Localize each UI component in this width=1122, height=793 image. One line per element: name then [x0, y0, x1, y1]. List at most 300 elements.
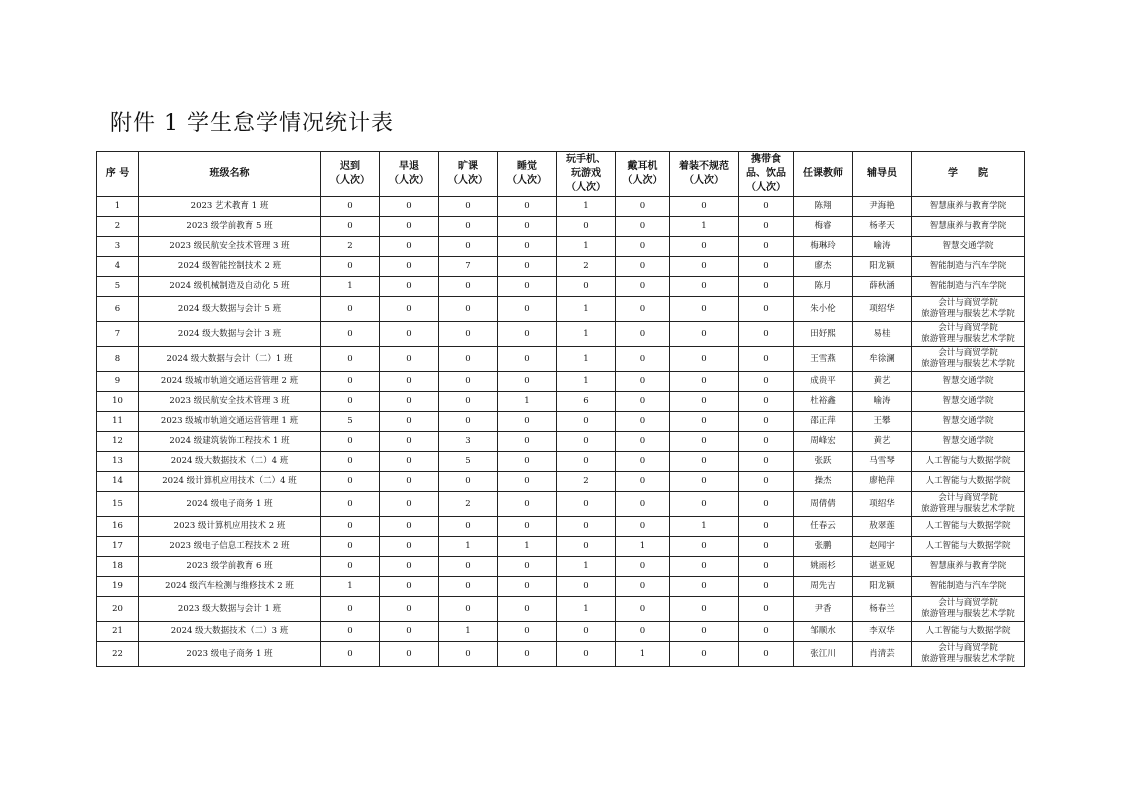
food-count: 0: [739, 472, 794, 492]
sleep-count: 0: [498, 472, 557, 492]
phone-count: 0: [557, 412, 616, 432]
food-count: 0: [739, 452, 794, 472]
header-label: 睡觉: [517, 161, 537, 172]
table-row: [97, 257, 1025, 277]
counselor-name: 杨孝天: [853, 217, 912, 237]
class-name: 2024 级汽车检测与维修技术 2 班: [139, 577, 321, 597]
late-count: 0: [321, 297, 380, 322]
early-leave-count: 0: [380, 217, 439, 237]
sleep-count: 1: [498, 537, 557, 557]
counselor-name: 易桂: [853, 322, 912, 347]
phone-count: 0: [557, 217, 616, 237]
class-name: 2023 级大数据与会计 1 班: [139, 597, 321, 622]
header-label: 辅导员: [867, 168, 897, 179]
dress-count: 0: [670, 347, 739, 372]
sleep-count: 0: [498, 597, 557, 622]
class-name: 2023 级城市轨道交通运营管理 1 班: [139, 412, 321, 432]
late-count: 0: [321, 452, 380, 472]
early-leave-count: 0: [380, 577, 439, 597]
teacher-name: 廖杰: [794, 257, 853, 277]
class-name: 2023 艺术教育 1 班: [139, 197, 321, 217]
phone-count: 0: [557, 517, 616, 537]
header-label: 携带食: [751, 154, 781, 165]
food-count: 0: [739, 642, 794, 667]
counselor-name: 牟徐澜: [853, 347, 912, 372]
earphone-count: 0: [616, 392, 670, 412]
late-count: 0: [321, 392, 380, 412]
absent-count: 0: [439, 277, 498, 297]
table-row: [97, 557, 1025, 577]
dress-count: 0: [670, 197, 739, 217]
absent-count: 0: [439, 217, 498, 237]
header-label: （人次）: [507, 175, 547, 186]
food-count: 0: [739, 392, 794, 412]
phone-count: 0: [557, 642, 616, 667]
col-class-header: [139, 152, 321, 197]
dress-count: 0: [670, 412, 739, 432]
college-cell: [912, 432, 1025, 452]
college-name: 旅游管理与服装艺术学院: [921, 334, 1015, 344]
header-label: 早退: [399, 161, 419, 172]
absent-count: 5: [439, 452, 498, 472]
college-cell: [912, 322, 1025, 347]
row-number: 15: [97, 492, 139, 517]
college-name: 智慧康养与教育学院: [929, 561, 1007, 571]
dress-count: 0: [670, 237, 739, 257]
table-row: [97, 412, 1025, 432]
early-leave-count: 0: [380, 492, 439, 517]
early-leave-count: 0: [380, 392, 439, 412]
class-name: 2023 级民航安全技术管理 3 班: [139, 237, 321, 257]
dress-count: 0: [670, 622, 739, 642]
teacher-name: 张跃: [794, 452, 853, 472]
class-name: 2023 级电子信息工程技术 2 班: [139, 537, 321, 557]
sleep-count: 0: [498, 452, 557, 472]
earphone-count: 0: [616, 217, 670, 237]
counselor-name: 项绍华: [853, 297, 912, 322]
dress-count: 0: [670, 642, 739, 667]
page-title: 附件 1 学生怠学情况统计表: [110, 111, 394, 136]
phone-count: 0: [557, 537, 616, 557]
col-food-header: [739, 152, 794, 197]
college-cell: [912, 217, 1025, 237]
late-count: 0: [321, 557, 380, 577]
teacher-name: 成贵平: [794, 372, 853, 392]
absent-count: 0: [439, 297, 498, 322]
absent-count: 7: [439, 257, 498, 277]
earphone-count: 0: [616, 237, 670, 257]
late-count: 2: [321, 237, 380, 257]
col-late-header: [321, 152, 380, 197]
sleep-count: 0: [498, 492, 557, 517]
college-name: 人工智能与大数据学院: [925, 521, 1011, 531]
late-count: 0: [321, 517, 380, 537]
teacher-name: 任春云: [794, 517, 853, 537]
class-name: 2024 级大数据与会计（二）1 班: [139, 347, 321, 372]
late-count: 0: [321, 322, 380, 347]
sleep-count: 0: [498, 372, 557, 392]
header-label: 学 院: [948, 168, 988, 179]
late-count: 0: [321, 372, 380, 392]
food-count: 0: [739, 432, 794, 452]
phone-count: 1: [557, 297, 616, 322]
teacher-name: 朱小伦: [794, 297, 853, 322]
sleep-count: 0: [498, 277, 557, 297]
counselor-name: 敖翠莲: [853, 517, 912, 537]
college-name: 智能制造与汽车学院: [929, 261, 1007, 271]
dress-count: 0: [670, 597, 739, 622]
counselor-name: 阳龙颍: [853, 257, 912, 277]
college-cell: [912, 237, 1025, 257]
row-number: 19: [97, 577, 139, 597]
absent-count: 1: [439, 537, 498, 557]
teacher-name: 周倩倩: [794, 492, 853, 517]
late-count: 0: [321, 492, 380, 517]
sleep-count: 0: [498, 197, 557, 217]
dress-count: 0: [670, 322, 739, 347]
class-name: 2024 级大数据技术（二）3 班: [139, 622, 321, 642]
teacher-name: 陈翔: [794, 197, 853, 217]
sleep-count: 0: [498, 412, 557, 432]
row-number: 12: [97, 432, 139, 452]
header-label: 任课教师: [803, 168, 843, 179]
dress-count: 1: [670, 517, 739, 537]
early-leave-count: 0: [380, 412, 439, 432]
food-count: 0: [739, 217, 794, 237]
early-leave-count: 0: [380, 517, 439, 537]
row-number: 4: [97, 257, 139, 277]
college-name: 智慧交通学院: [942, 396, 994, 406]
col-dress-header: [670, 152, 739, 197]
table-row: [97, 217, 1025, 237]
col-early-header: [380, 152, 439, 197]
earphone-count: 0: [616, 577, 670, 597]
early-leave-count: 0: [380, 537, 439, 557]
late-count: 0: [321, 622, 380, 642]
counselor-name: 黄艺: [853, 432, 912, 452]
row-number: 20: [97, 597, 139, 622]
late-count: 1: [321, 577, 380, 597]
col-counselor-header: [853, 152, 912, 197]
college-name: 智慧交通学院: [942, 241, 994, 251]
row-number: 9: [97, 372, 139, 392]
early-leave-count: 0: [380, 372, 439, 392]
college-name: 会计与商贸学院: [938, 298, 998, 308]
sleep-count: 0: [498, 237, 557, 257]
absent-count: 0: [439, 347, 498, 372]
table-row: [97, 392, 1025, 412]
phone-count: 1: [557, 372, 616, 392]
row-number: 22: [97, 642, 139, 667]
row-number: 2: [97, 217, 139, 237]
absent-count: 0: [439, 372, 498, 392]
dress-count: 0: [670, 472, 739, 492]
row-number: 8: [97, 347, 139, 372]
col-no-header: [97, 152, 139, 197]
teacher-name: 梅琳玲: [794, 237, 853, 257]
class-name: 2024 级大数据技术（二）4 班: [139, 452, 321, 472]
college-cell: [912, 622, 1025, 642]
teacher-name: 陈月: [794, 277, 853, 297]
absent-count: 0: [439, 197, 498, 217]
table-row: [97, 322, 1025, 347]
counselor-name: 黄艺: [853, 372, 912, 392]
table-row: [97, 517, 1025, 537]
college-cell: [912, 347, 1025, 372]
table-row: [97, 237, 1025, 257]
absent-count: 0: [439, 412, 498, 432]
class-name: 2023 级电子商务 1 班: [139, 642, 321, 667]
dress-count: 0: [670, 577, 739, 597]
class-name: 2024 级计算机应用技术（二）4 班: [139, 472, 321, 492]
class-name: 2024 级大数据与会计 3 班: [139, 322, 321, 347]
college-name: 旅游管理与服装艺术学院: [921, 504, 1015, 514]
phone-count: 2: [557, 257, 616, 277]
sleep-count: 0: [498, 642, 557, 667]
college-cell: [912, 372, 1025, 392]
early-leave-count: 0: [380, 472, 439, 492]
absent-count: 0: [439, 642, 498, 667]
header-label: （人次）: [684, 175, 724, 186]
table-row: [97, 452, 1025, 472]
header-label: （人次）: [389, 175, 429, 186]
teacher-name: 操杰: [794, 472, 853, 492]
college-name: 会计与商贸学院: [938, 493, 998, 503]
header-label: （人次）: [622, 175, 663, 186]
dress-count: 1: [670, 217, 739, 237]
header-label: 着装不规范: [679, 161, 729, 172]
teacher-name: 张江川: [794, 642, 853, 667]
counselor-name: 项绍华: [853, 492, 912, 517]
phone-count: 1: [557, 557, 616, 577]
early-leave-count: 0: [380, 347, 439, 372]
row-number: 5: [97, 277, 139, 297]
college-cell: [912, 537, 1025, 557]
earphone-count: 0: [616, 322, 670, 347]
sleep-count: 0: [498, 622, 557, 642]
earphone-count: 0: [616, 597, 670, 622]
dress-count: 0: [670, 492, 739, 517]
row-number: 7: [97, 322, 139, 347]
teacher-name: 邵正萍: [794, 412, 853, 432]
food-count: 0: [739, 557, 794, 577]
early-leave-count: 0: [380, 452, 439, 472]
dress-count: 0: [670, 257, 739, 277]
col-sleep-header: [498, 152, 557, 197]
early-leave-count: 0: [380, 257, 439, 277]
counselor-name: 谌亚妮: [853, 557, 912, 577]
table-row: [97, 472, 1025, 492]
earphone-count: 0: [616, 517, 670, 537]
phone-count: 0: [557, 577, 616, 597]
earphone-count: 0: [616, 257, 670, 277]
dress-count: 0: [670, 537, 739, 557]
late-count: 0: [321, 432, 380, 452]
earphone-count: 0: [616, 277, 670, 297]
class-name: 2024 级大数据与会计 5 班: [139, 297, 321, 322]
college-name: 人工智能与大数据学院: [925, 541, 1011, 551]
college-cell: [912, 597, 1025, 622]
college-cell: [912, 472, 1025, 492]
table-row: [97, 347, 1025, 372]
college-name: 智慧交通学院: [942, 416, 994, 426]
absent-count: 0: [439, 472, 498, 492]
class-name: 2023 级计算机应用技术 2 班: [139, 517, 321, 537]
sleep-count: 0: [498, 577, 557, 597]
table-row: [97, 372, 1025, 392]
college-cell: [912, 642, 1025, 667]
food-count: 0: [739, 277, 794, 297]
header-label: （人次）: [746, 182, 786, 193]
col-absent-header: [439, 152, 498, 197]
header-label: 品、饮品: [746, 168, 786, 179]
food-count: 0: [739, 597, 794, 622]
table-row: [97, 297, 1025, 322]
college-name: 会计与商贸学院: [938, 643, 998, 653]
table-row: [97, 492, 1025, 517]
class-name: 2024 级建筑装饰工程技术 1 班: [139, 432, 321, 452]
college-name: 人工智能与大数据学院: [925, 456, 1011, 466]
late-count: 0: [321, 537, 380, 557]
col-college-header: [912, 152, 1025, 197]
college-cell: [912, 577, 1025, 597]
class-name: 2024 级智能控制技术 2 班: [139, 257, 321, 277]
teacher-name: 张鹏: [794, 537, 853, 557]
header-label: （人次）: [330, 175, 370, 186]
absent-count: 0: [439, 577, 498, 597]
phone-count: 0: [557, 452, 616, 472]
header-label: 迟到: [340, 161, 360, 172]
class-name: 2023 级学前教育 5 班: [139, 217, 321, 237]
class-name: 2024 级电子商务 1 班: [139, 492, 321, 517]
college-name: 会计与商贸学院: [938, 348, 998, 358]
college-cell: [912, 277, 1025, 297]
absent-count: 0: [439, 517, 498, 537]
counselor-name: 赵闻宇: [853, 537, 912, 557]
earphone-count: 0: [616, 197, 670, 217]
table-body: [97, 197, 1025, 667]
earphone-count: 0: [616, 557, 670, 577]
late-count: 0: [321, 642, 380, 667]
college-cell: [912, 557, 1025, 577]
late-count: 1: [321, 277, 380, 297]
teacher-name: 梅睿: [794, 217, 853, 237]
food-count: 0: [739, 197, 794, 217]
college-name: 人工智能与大数据学院: [925, 626, 1011, 636]
absent-count: 2: [439, 492, 498, 517]
absent-count: 0: [439, 597, 498, 622]
row-number: 10: [97, 392, 139, 412]
counselor-name: 喻涛: [853, 237, 912, 257]
counselor-name: 阳龙颍: [853, 577, 912, 597]
college-name: 智慧康养与教育学院: [929, 221, 1007, 231]
sleep-count: 0: [498, 322, 557, 347]
earphone-count: 1: [616, 537, 670, 557]
sleep-count: 0: [498, 347, 557, 372]
food-count: 0: [739, 237, 794, 257]
phone-count: 1: [557, 322, 616, 347]
late-count: 0: [321, 597, 380, 622]
food-count: 0: [739, 372, 794, 392]
phone-count: 0: [557, 277, 616, 297]
late-count: 0: [321, 217, 380, 237]
teacher-name: 姚雨杉: [794, 557, 853, 577]
earphone-count: 0: [616, 622, 670, 642]
class-name: 2024 级机械制造及自动化 5 班: [139, 277, 321, 297]
absent-count: 3: [439, 432, 498, 452]
phone-count: 1: [557, 347, 616, 372]
early-leave-count: 0: [380, 597, 439, 622]
college-name: 旅游管理与服装艺术学院: [921, 359, 1015, 369]
college-cell: [912, 197, 1025, 217]
earphone-count: 0: [616, 297, 670, 322]
table-row: [97, 597, 1025, 622]
dress-count: 0: [670, 392, 739, 412]
counselor-name: 廖艳萍: [853, 472, 912, 492]
class-name: 2023 级民航安全技术管理 3 班: [139, 392, 321, 412]
absent-count: 0: [439, 322, 498, 347]
table-row: [97, 197, 1025, 217]
counselor-name: 王攀: [853, 412, 912, 432]
header-label: （人次）: [566, 182, 606, 193]
earphone-count: 0: [616, 452, 670, 472]
phone-count: 0: [557, 432, 616, 452]
food-count: 0: [739, 257, 794, 277]
teacher-name: 周峰宏: [794, 432, 853, 452]
sleep-count: 0: [498, 557, 557, 577]
earphone-count: 1: [616, 642, 670, 667]
table-row: [97, 432, 1025, 452]
table-row: [97, 537, 1025, 557]
table-row: [97, 577, 1025, 597]
header-label: 旷课: [458, 161, 478, 172]
college-name: 旅游管理与服装艺术学院: [921, 654, 1015, 664]
row-number: 3: [97, 237, 139, 257]
row-number: 16: [97, 517, 139, 537]
phone-count: 1: [557, 197, 616, 217]
sleep-count: 0: [498, 257, 557, 277]
college-cell: [912, 492, 1025, 517]
earphone-count: 0: [616, 347, 670, 372]
dress-count: 0: [670, 452, 739, 472]
counselor-name: 肖清芸: [853, 642, 912, 667]
earphone-count: 0: [616, 432, 670, 452]
col-phone-header: [557, 152, 616, 197]
sleep-count: 1: [498, 392, 557, 412]
food-count: 0: [739, 297, 794, 322]
college-name: 会计与商贸学院: [938, 598, 998, 608]
early-leave-count: 0: [380, 277, 439, 297]
early-leave-count: 0: [380, 322, 439, 347]
college-name: 智慧交通学院: [942, 436, 994, 446]
early-leave-count: 0: [380, 642, 439, 667]
row-number: 6: [97, 297, 139, 322]
counselor-name: 李双华: [853, 622, 912, 642]
early-leave-count: 0: [380, 297, 439, 322]
col-teacher-header: [794, 152, 853, 197]
table-row: [97, 622, 1025, 642]
late-count: 5: [321, 412, 380, 432]
counselor-name: 马雪琴: [853, 452, 912, 472]
header-label: 玩手机、: [566, 154, 606, 165]
header-label: 玩游戏: [571, 168, 601, 179]
early-leave-count: 0: [380, 557, 439, 577]
table-row: [97, 277, 1025, 297]
absent-count: 0: [439, 392, 498, 412]
teacher-name: 杜裕鑫: [794, 392, 853, 412]
food-count: 0: [739, 622, 794, 642]
counselor-name: 杨春兰: [853, 597, 912, 622]
